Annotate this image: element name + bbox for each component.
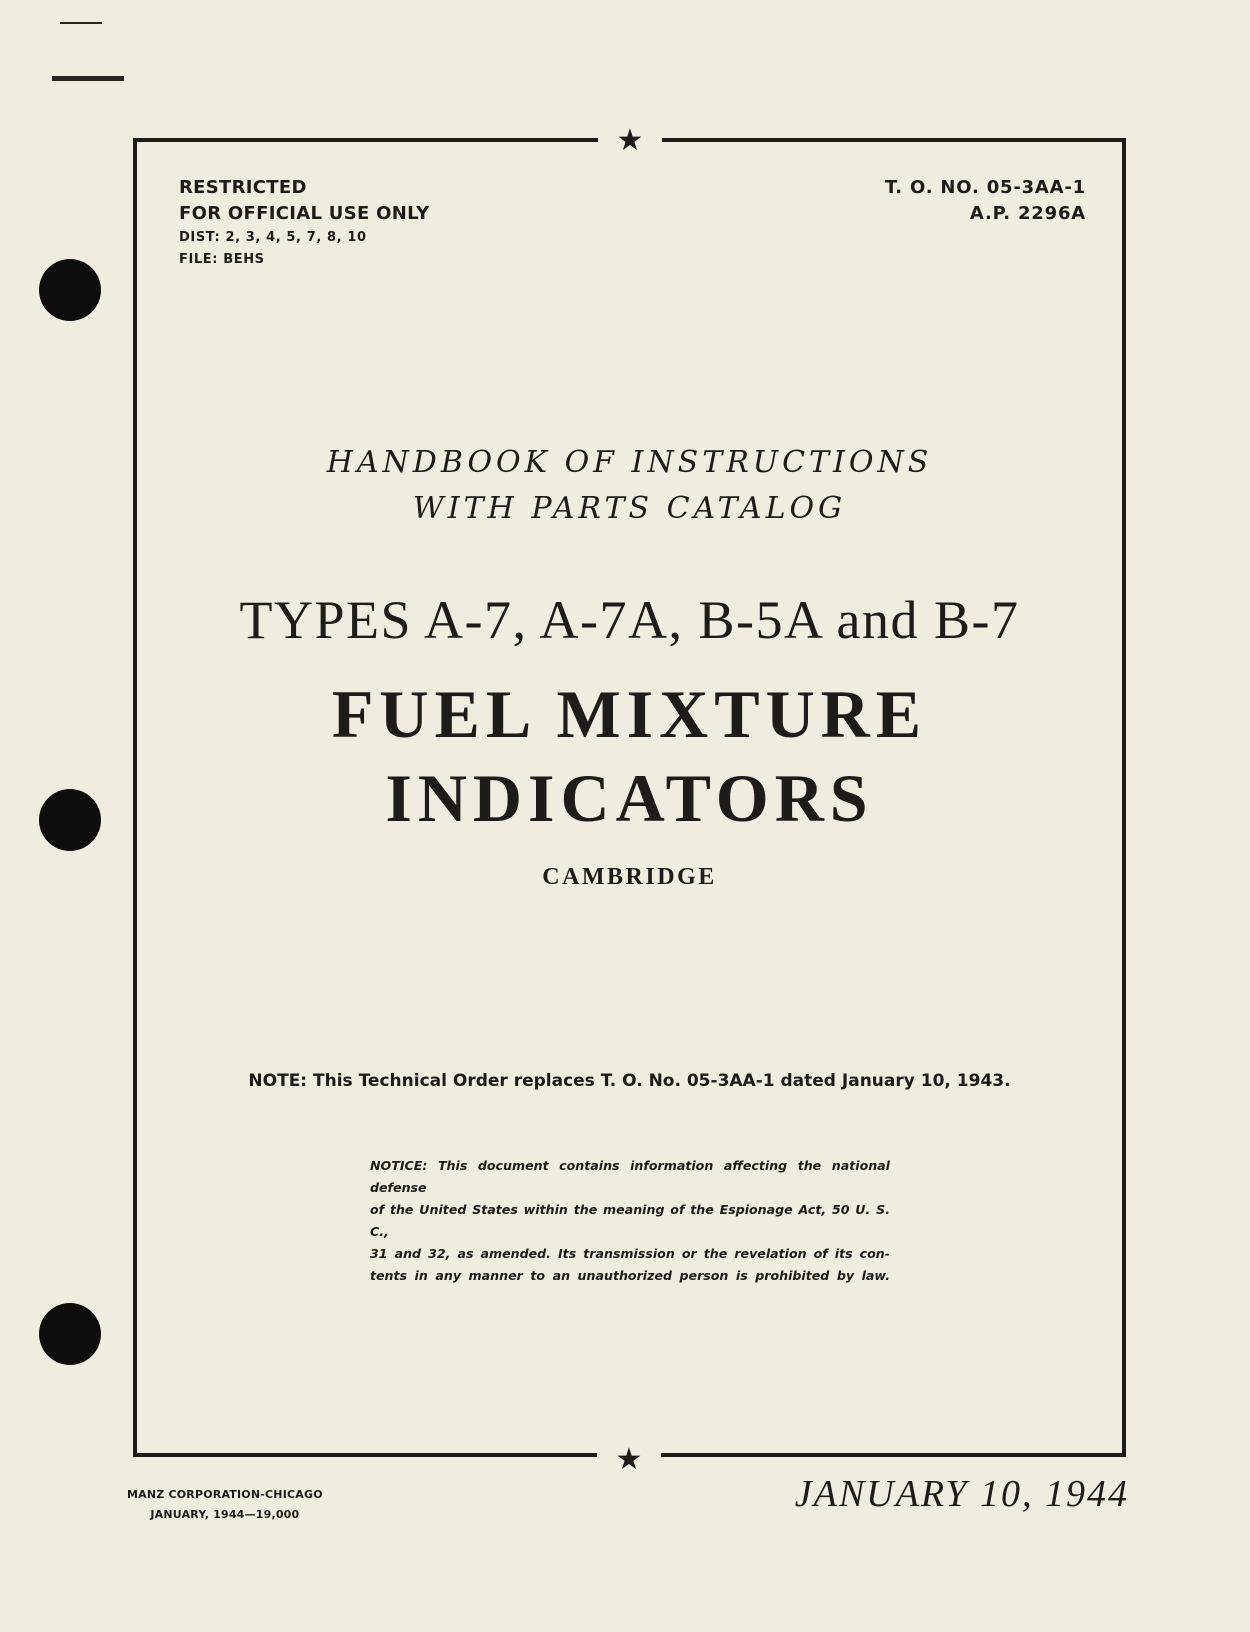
handbook-line-1: HANDBOOK OF INSTRUCTIONS	[326, 445, 933, 480]
product-title-line-2: INDICATORS	[385, 760, 874, 836]
product-title-line-1: FUEL MIXTURE	[331, 676, 928, 752]
handbook-line-2: WITH PARTS CATALOG	[412, 491, 847, 526]
print-run: JANUARY, 1944—19,000	[150, 1508, 300, 1521]
printer-name: MANZ CORPORATION-CHICAGO	[127, 1488, 323, 1501]
product-title	[133, 672, 1126, 840]
binder-hole-bottom	[39, 1303, 101, 1365]
order-number-block	[885, 175, 1086, 227]
notice-line-2: of the United States within the meaning of the Espionage Act, 50 U. S. C.,	[370, 1202, 890, 1239]
manufacturer-label: CAMBRIDGE	[542, 864, 717, 890]
espionage-notice	[370, 1155, 890, 1287]
restricted-label: RESTRICTED	[179, 177, 307, 198]
star-icon-top: ★	[598, 121, 662, 161]
handbook-heading	[133, 440, 1126, 532]
notice-line-3: 31 and 32, as amended. Its transmission or the revelation of its con-	[370, 1246, 890, 1261]
replacement-note: NOTE: This Technical Order replaces T. O. No. 05-3AA-1 dated January 10, 1943.	[248, 1071, 1011, 1091]
binder-hole-middle	[39, 789, 101, 851]
star-icon-bottom: ★	[597, 1440, 661, 1480]
technical-order-number: T. O. NO. 05-3AA-1	[884, 177, 1086, 198]
distribution-label: DIST: 2, 3, 4, 5, 7, 8, 10	[179, 230, 367, 245]
corner-mark-second	[52, 76, 124, 81]
corner-mark-top	[60, 22, 102, 24]
notice-line-1: NOTICE: This document contains information affecting the national defense	[370, 1158, 890, 1195]
types-heading: TYPES A-7, A-7A, B-5A and B-7	[239, 590, 1020, 650]
classification-block	[179, 175, 429, 271]
binder-hole-top	[39, 259, 101, 321]
printer-imprint	[127, 1485, 323, 1525]
official-use-label: FOR OFFICIAL USE ONLY	[179, 203, 430, 224]
ap-number: A.P. 2296A	[969, 203, 1086, 224]
file-label: FILE: BEHS	[179, 252, 265, 267]
publication-date: JANUARY 10, 1944	[794, 1473, 1129, 1515]
notice-line-4: tents in any manner to an unauthorized person is prohibited by law.	[370, 1268, 890, 1283]
